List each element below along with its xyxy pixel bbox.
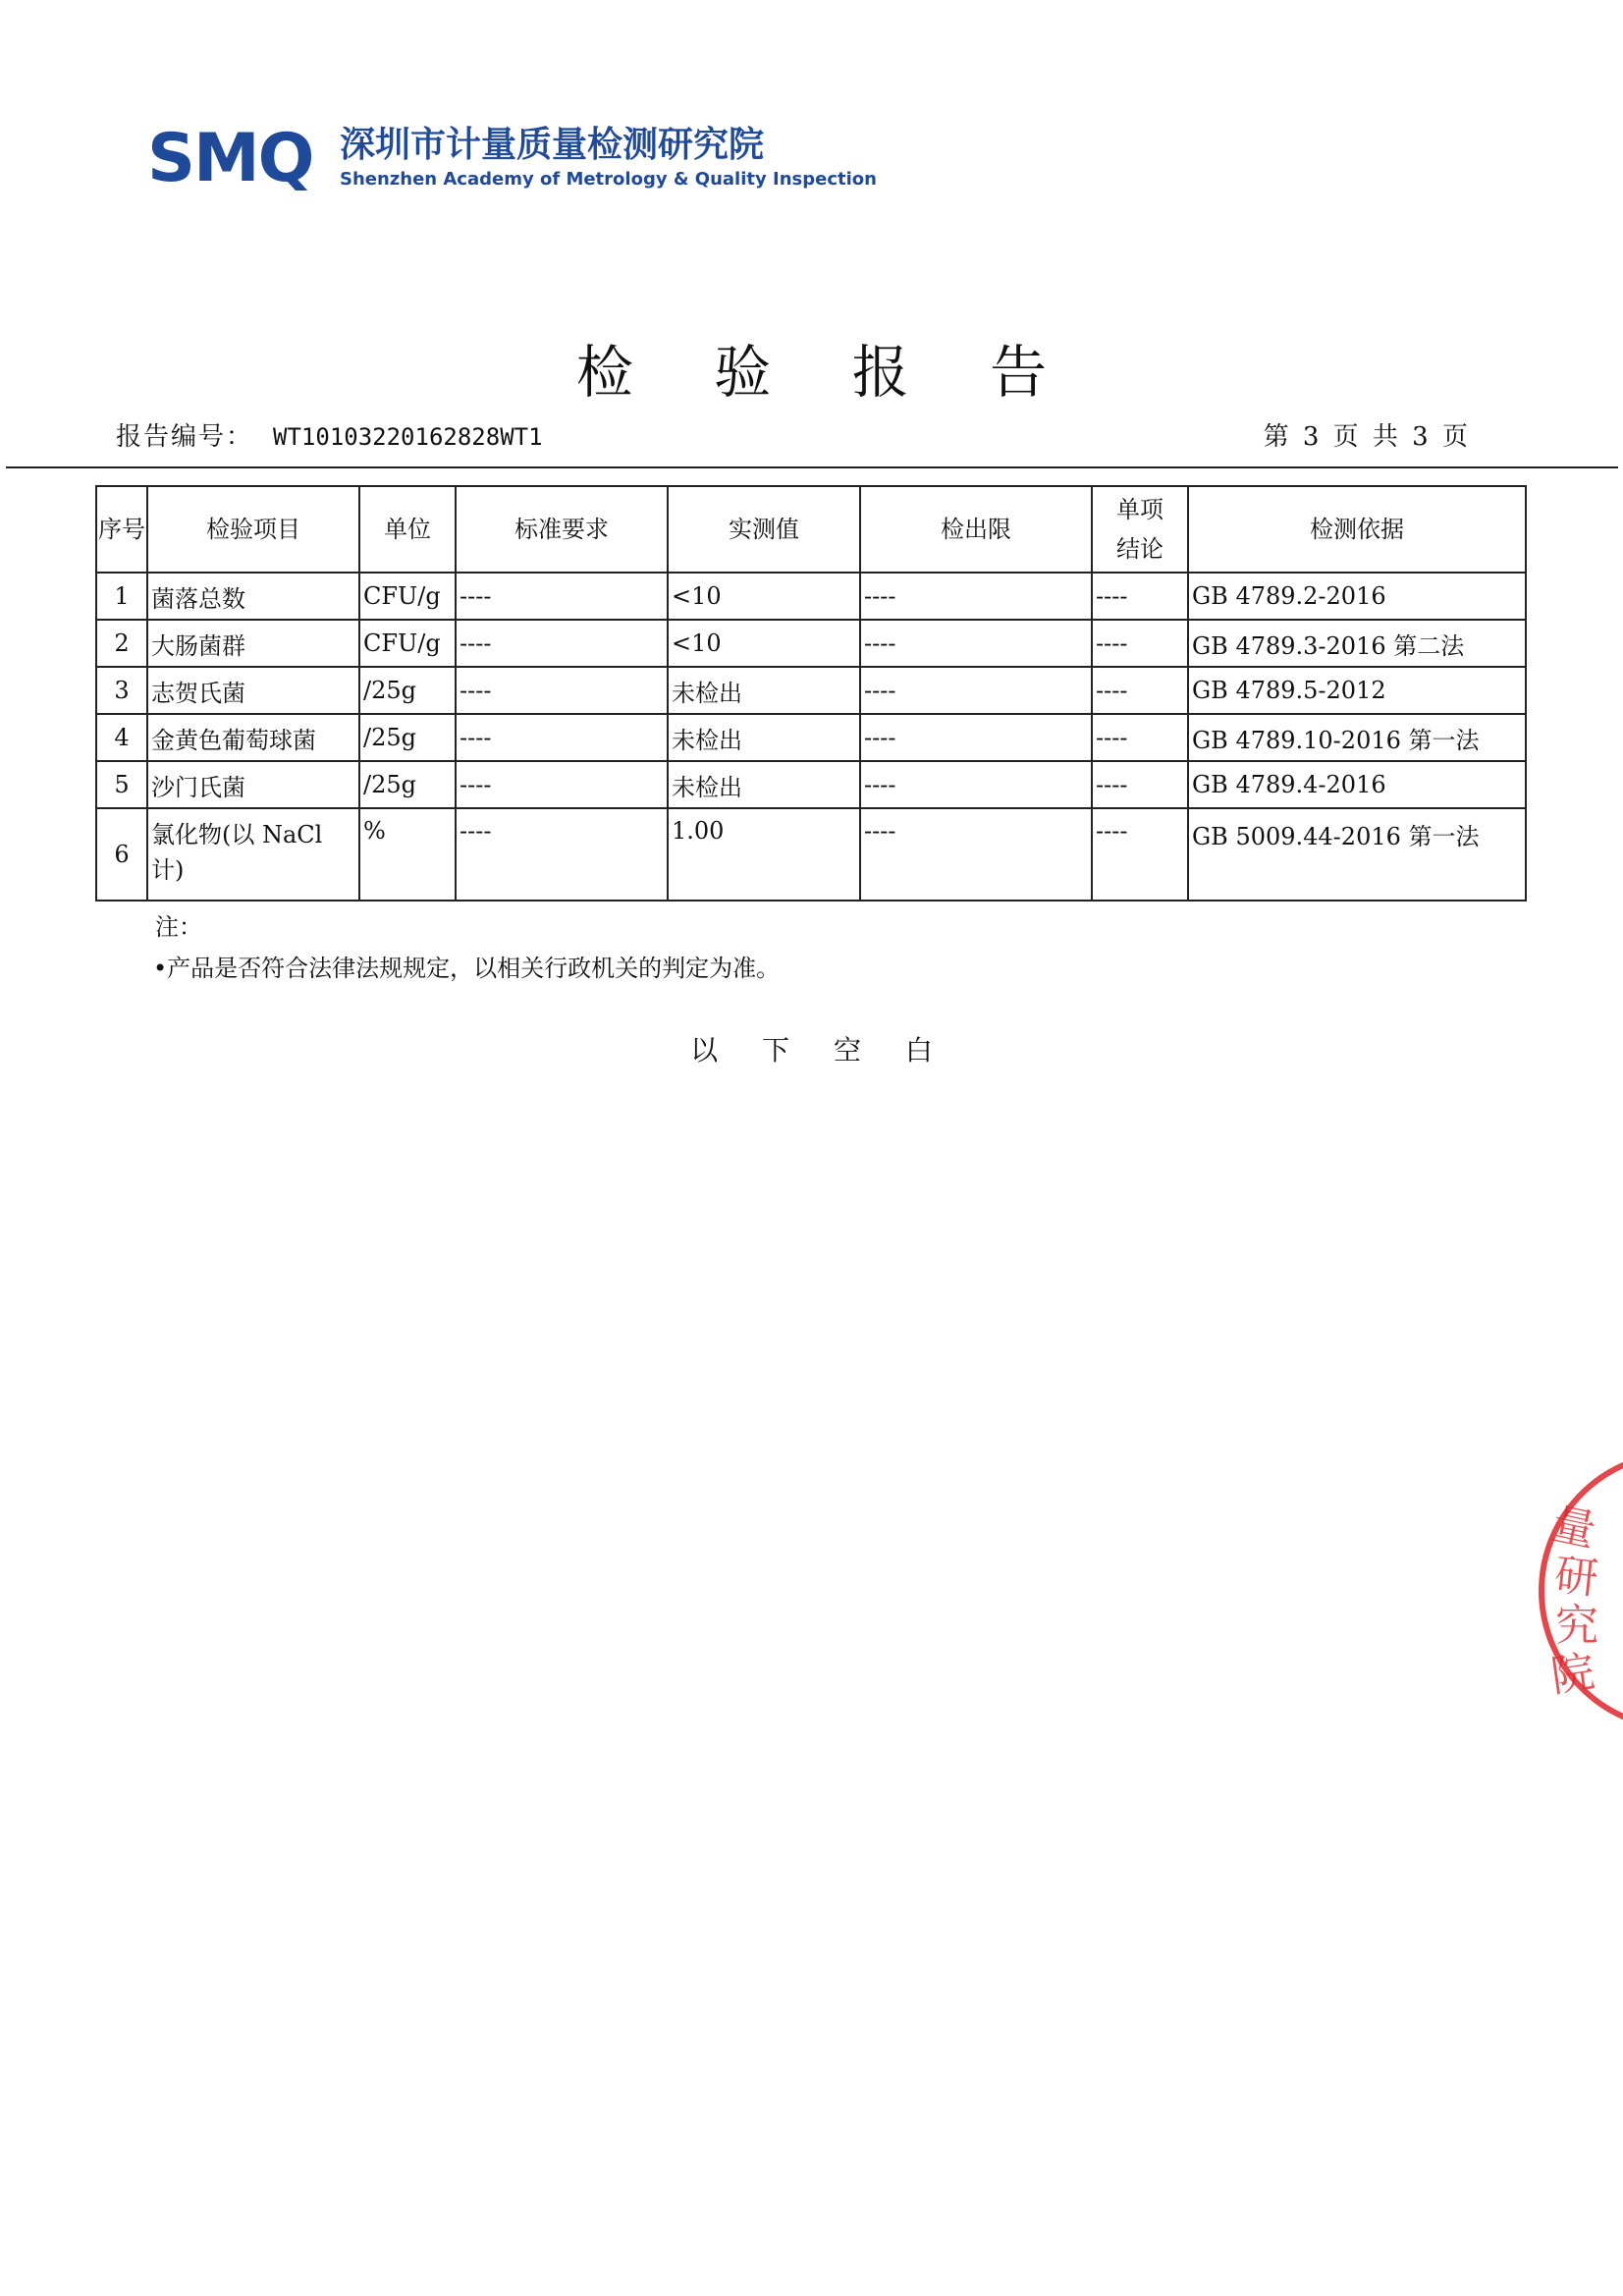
cell-item: 菌落总数 [147, 573, 359, 620]
cell-measured: <10 [668, 573, 860, 620]
svg-text:院: 院 [1547, 1646, 1598, 1703]
results-table [95, 485, 1527, 902]
header-cell: 检出限 [860, 486, 1092, 573]
cell-conclusion: ---- [1092, 667, 1188, 714]
svg-text:量: 量 [1547, 1499, 1600, 1558]
report-number [116, 416, 543, 453]
cell-conclusion: ---- [1092, 761, 1188, 808]
cell-measured: 1.00 [668, 808, 860, 901]
header-cell: 标准要求 [456, 486, 668, 573]
cell-detection-limit: ---- [860, 714, 1092, 761]
table-row [96, 620, 1526, 667]
svg-text:研: 研 [1551, 1550, 1601, 1605]
document-title: 检 验 报 告 [575, 339, 1079, 406]
cell-measured: 未检出 [668, 714, 860, 761]
blank-marker: 以 下 空 白 [690, 1034, 950, 1066]
org-name-cn: 深圳市计量质量检测研究院 [340, 125, 765, 165]
page-info: 第 3 页 共 3 页 [1263, 422, 1468, 452]
org-name-en: Shenzhen Academy of Metrology & Quality Inspection [340, 169, 877, 190]
cell-unit: /25g [359, 667, 456, 714]
cell-method: GB 5009.44-2016 第一法 [1188, 808, 1526, 901]
header-cell: 检测依据 [1188, 486, 1526, 573]
cell-detection-limit: ---- [860, 667, 1092, 714]
notes-text: •产品是否符合法律法规规定，以相关行政机关的判定为准。 [153, 955, 781, 982]
cell-measured: 未检出 [668, 761, 860, 808]
header-cell: 单项结论 [1092, 486, 1188, 573]
cell-detection-limit: ---- [860, 808, 1092, 901]
table-row [96, 808, 1526, 901]
svg-text:究: 究 [1555, 1601, 1598, 1651]
header-cell: 序号 [96, 486, 147, 573]
cell-requirement: ---- [456, 761, 668, 808]
cell-conclusion: ---- [1092, 620, 1188, 667]
cell-requirement: ---- [456, 620, 668, 667]
cell-conclusion: ---- [1092, 573, 1188, 620]
cell-index: 1 [96, 573, 147, 620]
table-row [96, 667, 1526, 714]
report-number-value: WT10103220162828WT1 [273, 423, 543, 451]
cell-item: 氯化物(以 NaCl 计) [147, 808, 359, 901]
cell-index: 6 [96, 808, 147, 901]
cell-requirement: ---- [456, 573, 668, 620]
cell-detection-limit: ---- [860, 573, 1092, 620]
table-row [96, 761, 1526, 808]
cell-item: 志贺氏菌 [147, 667, 359, 714]
notes-label: 注： [155, 913, 202, 941]
cell-index: 3 [96, 667, 147, 714]
cell-requirement: ---- [456, 808, 668, 901]
cell-unit: CFU/g [359, 620, 456, 667]
table-row [96, 714, 1526, 761]
cell-conclusion: ---- [1092, 808, 1188, 901]
cell-item: 金黄色葡萄球菌 [147, 714, 359, 761]
org-logo [147, 120, 877, 198]
cell-method: GB 4789.5-2012 [1188, 667, 1526, 714]
cell-item: 沙门氏菌 [147, 761, 359, 808]
header-cell: 实测值 [668, 486, 860, 573]
cell-conclusion: ---- [1092, 714, 1188, 761]
cell-unit: CFU/g [359, 573, 456, 620]
header-divider [6, 466, 1618, 468]
cell-method: GB 4789.4-2016 [1188, 761, 1526, 808]
logo-abbr: SMQ [147, 120, 313, 197]
cell-requirement: ---- [456, 714, 668, 761]
cell-measured: <10 [668, 620, 860, 667]
cell-unit: % [359, 808, 456, 901]
cell-method: GB 4789.2-2016 [1188, 573, 1526, 620]
report-number-label: 报告编号： [116, 422, 254, 452]
official-seal-stamp [1532, 1444, 1623, 1738]
cell-item: 大肠菌群 [147, 620, 359, 667]
cell-index: 5 [96, 761, 147, 808]
table-header-row [96, 486, 1526, 573]
cell-requirement: ---- [456, 667, 668, 714]
cell-unit: /25g [359, 761, 456, 808]
header-cell: 检验项目 [147, 486, 359, 573]
cell-method: GB 4789.10-2016 第一法 [1188, 714, 1526, 761]
header-cell: 单位 [359, 486, 456, 573]
table-row [96, 573, 1526, 620]
cell-detection-limit: ---- [860, 620, 1092, 667]
cell-method: GB 4789.3-2016 第二法 [1188, 620, 1526, 667]
cell-index: 4 [96, 714, 147, 761]
cell-unit: /25g [359, 714, 456, 761]
cell-measured: 未检出 [668, 667, 860, 714]
cell-index: 2 [96, 620, 147, 667]
cell-detection-limit: ---- [860, 761, 1092, 808]
